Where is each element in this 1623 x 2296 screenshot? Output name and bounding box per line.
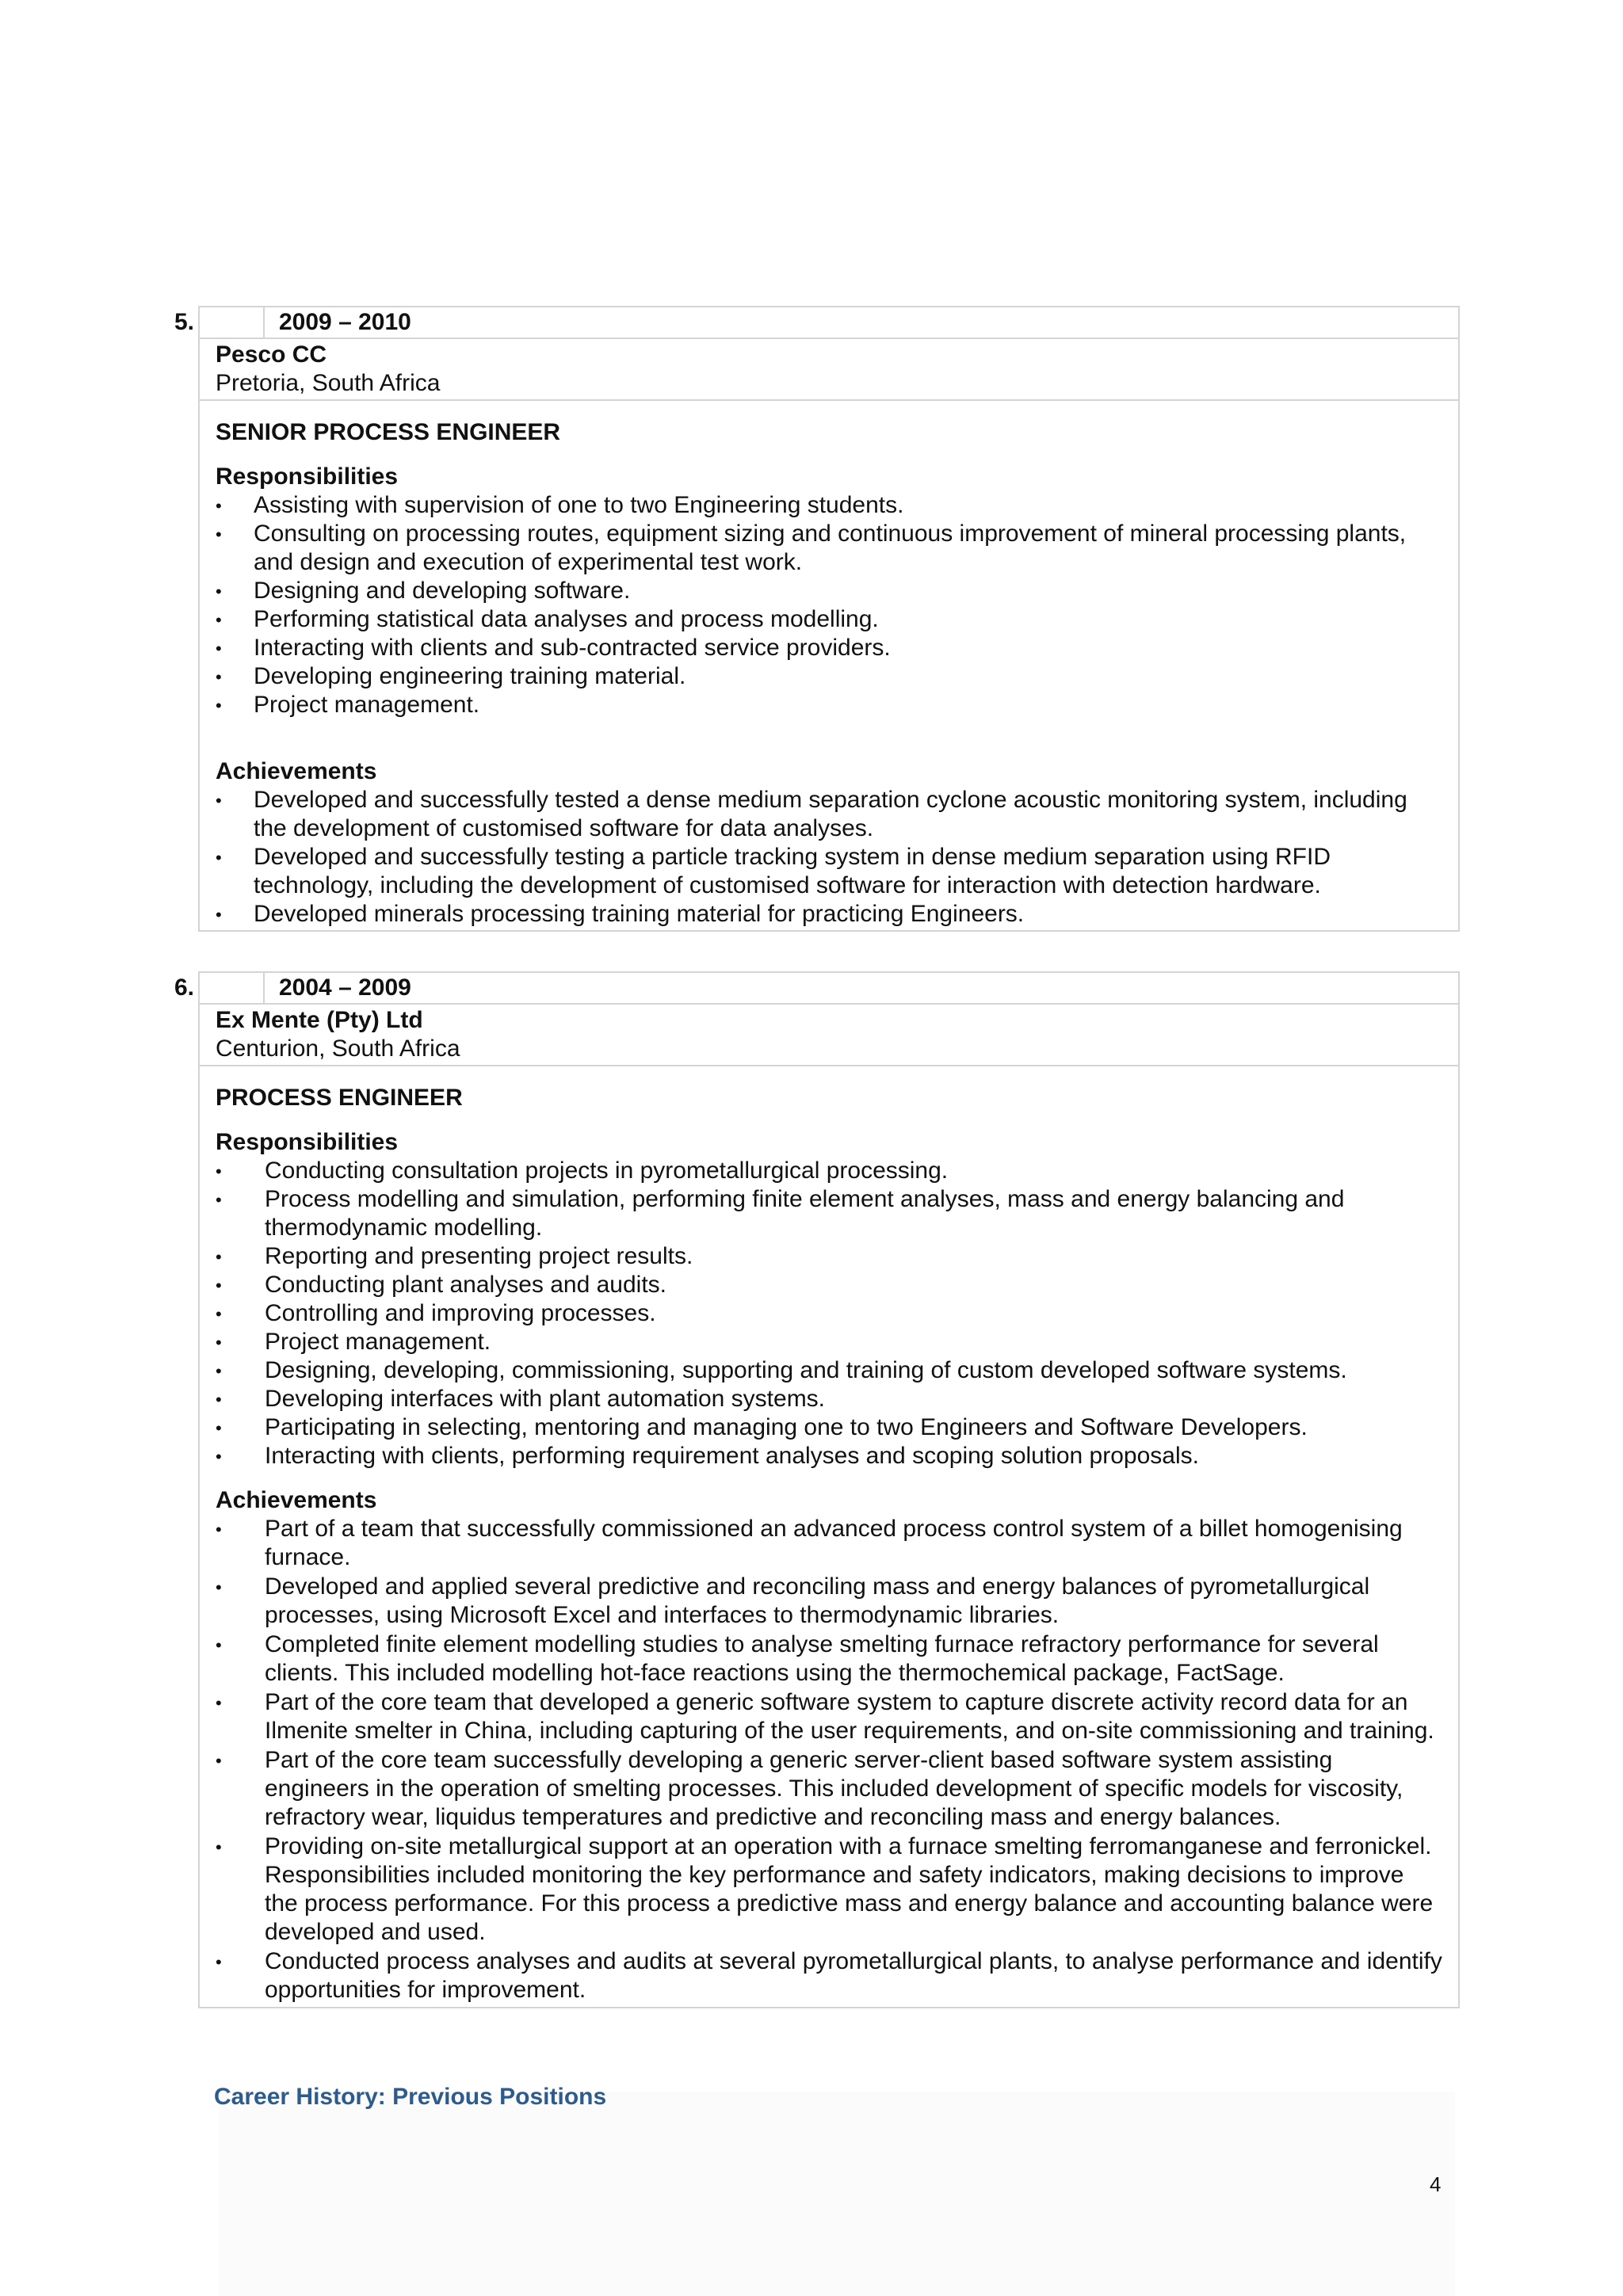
list-item: • Completed finite element modelling studies to analyse smelting furnace refractory performance for several clients. This included modelling hot-face reactions using the thermochemical package, FactSage. [216,1630,1442,1688]
achievements-heading: Achievements [216,758,377,784]
period-text: 2004 – 2009 [279,974,411,1001]
period-spacer-cell [200,307,265,338]
list-item: • Developed minerals processing training material for practicing Engineers. [216,900,1442,929]
achievements-heading: Achievements [216,1487,377,1513]
responsibilities-heading: Responsibilities [216,1129,399,1155]
achievements-list [216,786,1442,929]
list-item: • Developing engineering training material. [216,662,1442,691]
company-location: Pretoria, South Africa [216,370,441,396]
career-entry-6 [174,971,1460,2008]
list-item: • Reporting and presenting project results. [216,1242,1442,1271]
list-item: • Part of the core team successfully developing a generic server-client based software system assisting engineers in the operation of smelting processes. This included development of specific models for viscosity, refractory wear, liquidus temperatures and predictive and reconciling mass and energy balances. [216,1746,1442,1832]
company-name: Pesco CC [216,341,327,368]
entry-number: 5. [174,309,195,335]
list-item: • Conducted process analyses and audits at several pyrometallurgical plants, to analyse performance and identify opportunities for improvement. [216,1947,1442,2004]
period-row [200,973,1458,1005]
position-details [200,401,1458,930]
period-row [200,307,1458,339]
list-item: • Part of the core team that developed a generic software system to capture discrete activity record data for an Ilmenite smelter in China, including capturing of the user requirements, and on-site commissioning and training. [216,1688,1442,1745]
period-spacer-cell [200,973,265,1003]
list-item: • Designing, developing, commissioning, supporting and training of custom developed software systems. [216,1356,1442,1385]
period-text: 2009 – 2010 [279,309,411,335]
list-item: • Performing statistical data analyses and process modelling. [216,605,1442,634]
entry-box [198,971,1460,2008]
company-name: Ex Mente (Pty) Ltd [216,1007,423,1033]
list-item: • Developing interfaces with plant automation systems. [216,1385,1442,1413]
responsibilities-list [216,491,1442,719]
list-item: • Conducting consultation projects in pyrometallurgical processing. [216,1157,1442,1185]
list-item: • Controlling and improving processes. [216,1299,1442,1328]
list-item: • Part of a team that successfully commissioned an advanced process control system of a billet homogenising furnace. [216,1515,1442,1572]
responsibilities-list [216,1157,1442,1470]
list-item: • Developed and successfully testing a particle tracking system in dense medium separation using RFID technology, including the development of customised software for interaction with detection hardware. [216,843,1442,900]
achievements-list [216,1515,1442,2004]
list-item: • Designing and developing software. [216,577,1442,605]
list-item: • Conducting plant analyses and audits. [216,1271,1442,1299]
list-item: • Project management. [216,1328,1442,1356]
list-item: • Interacting with clients, performing requirement analyses and scoping solution proposals. [216,1442,1442,1470]
responsibilities-heading: Responsibilities [216,463,399,490]
list-item: • Developed and successfully tested a dense medium separation cyclone acoustic monitoring system, including the development of customised software for data analyses. [216,786,1442,843]
list-item: • Project management. [216,691,1442,719]
list-item: • Process modelling and simulation, performing finite element analyses, mass and energy balancing and thermodynamic modelling. [216,1185,1442,1242]
company-row [200,339,1458,401]
list-item: • Providing on-site metallurgical support at an operation with a furnace smelting ferromanganese and ferronickel. Responsibilities included monitoring the key performance and safety indicators, making decisions to improve the process performance. For this process a predictive mass and energy balance and accounting balance were developed and used. [216,1833,1442,1947]
company-location: Centurion, South Africa [216,1035,460,1062]
list-item: • Consulting on processing routes, equipment sizing and continuous improvement of mineral processing plants, and design and execution of experimental test work. [216,520,1442,577]
page-footer-band [219,2092,1455,2296]
section-heading-career-history: Career History: Previous Positions [214,2084,607,2110]
position-details [200,1066,1458,2007]
list-item: • Developed and applied several predictive and reconciling mass and energy balances of pyrometallurgical processes, using Microsoft Excel and interfaces to thermodynamic libraries. [216,1573,1442,1630]
career-entry-5 [174,306,1460,932]
list-item: • Interacting with clients and sub-contracted service providers. [216,634,1442,662]
entry-box [198,306,1460,932]
list-item: • Participating in selecting, mentoring and managing one to two Engineers and Software Developers. [216,1413,1442,1442]
entry-number: 6. [174,974,195,1001]
list-item: • Assisting with supervision of one to two Engineering students. [216,491,1442,520]
company-row [200,1005,1458,1066]
page-number: 4 [1430,2172,1442,2196]
job-title: SENIOR PROCESS ENGINEER [216,419,561,445]
job-title: PROCESS ENGINEER [216,1085,463,1111]
